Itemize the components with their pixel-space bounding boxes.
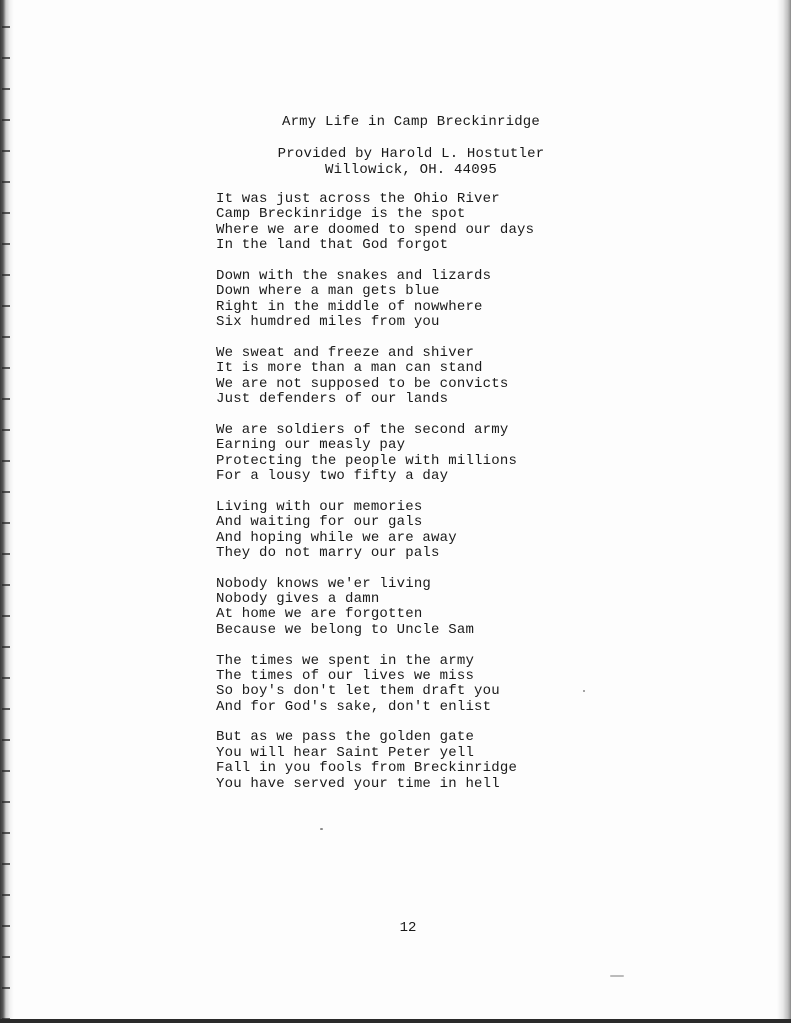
- scan-speck: [610, 975, 624, 977]
- verse-line: Protecting the people with millions: [216, 452, 518, 469]
- verse-line: At home we are forgotten: [216, 606, 423, 623]
- verse-line: So boy's don't let them draft you: [216, 683, 500, 700]
- verse-line: In the land that God forgot: [216, 237, 449, 254]
- stanza: [216, 346, 534, 408]
- verse-line: We sweat and freeze and shiver: [216, 344, 475, 361]
- verse-line: Where we are doomed to spend our days: [216, 221, 535, 238]
- verse-line: It is more than a man can stand: [216, 360, 483, 377]
- verse-line: Down where a man gets blue: [216, 283, 440, 300]
- verse-line: You will hear Saint Peter yell: [216, 744, 475, 761]
- verse-line: The times of our lives we miss: [216, 667, 475, 684]
- poem-body: [216, 192, 534, 807]
- stanza: [216, 500, 534, 562]
- page-title: Army Life in Camp Breckinridge: [281, 114, 541, 130]
- stanza: [216, 577, 534, 639]
- scan-speck: [583, 690, 585, 692]
- verse-line: The times we spent in the army: [216, 652, 475, 669]
- stanza: [216, 654, 534, 716]
- verse-line: Fall in you fools from Breckinridge: [216, 760, 518, 777]
- verse-line: And hoping while we are away: [216, 529, 457, 546]
- stanza: [216, 192, 534, 254]
- verse-line: Living with our memories: [216, 498, 423, 515]
- stanza: [216, 730, 534, 792]
- header-block: [0, 114, 791, 178]
- verse-line: We are soldiers of the second army: [216, 421, 509, 438]
- verse-line: Earning our measly pay: [216, 437, 406, 454]
- verse-line: You have served your time in hell: [216, 775, 500, 792]
- stanza: [216, 423, 534, 485]
- verse-line: Because we belong to Uncle Sam: [216, 621, 475, 638]
- verse-line: Right in the middle of nowwhere: [216, 298, 483, 315]
- verse-line: Just defenders of our lands: [216, 391, 449, 408]
- scan-bottom-edge: [0, 1019, 791, 1023]
- location: Willowick, OH. 44095: [324, 162, 498, 178]
- verse-line: For a lousy two fifty a day: [216, 467, 449, 484]
- verse-line: And for God's sake, don't enlist: [216, 698, 492, 715]
- verse-line: We are not supposed to be convicts: [216, 375, 509, 392]
- page-number: 12: [399, 920, 417, 936]
- verse-line: Camp Breckinridge is the spot: [216, 206, 466, 223]
- verse-line: And waiting for our gals: [216, 514, 423, 531]
- stanza: [216, 269, 534, 331]
- verse-line: Down with the snakes and lizards: [216, 267, 492, 284]
- scan-speck: [320, 828, 323, 830]
- verse-line: But as we pass the golden gate: [216, 729, 475, 746]
- verse-line: It was just across the Ohio River: [216, 191, 500, 207]
- verse-line: They do not marry our pals: [216, 544, 440, 561]
- verse-line: Six humdred miles from you: [216, 314, 440, 331]
- verse-line: Nobody gives a damn: [216, 591, 380, 608]
- verse-line: Nobody knows we'er living: [216, 575, 432, 592]
- byline: Provided by Harold L. Hostutler: [277, 146, 545, 162]
